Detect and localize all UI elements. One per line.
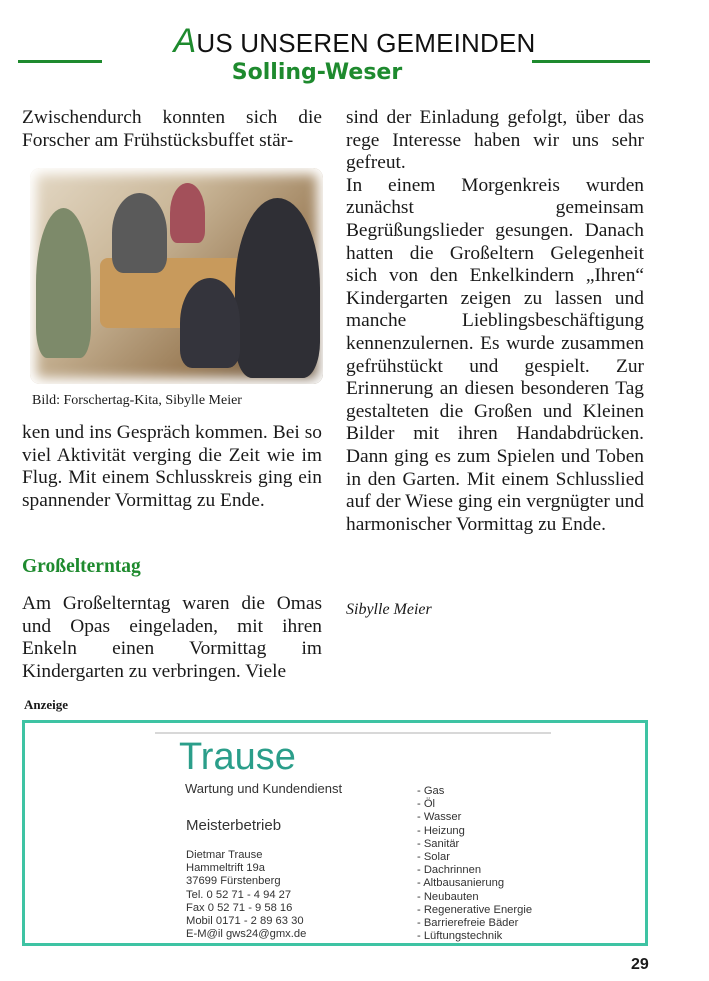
ad-service-item: - Altbausanierung <box>417 877 505 890</box>
ad-service-item: - Öl <box>417 798 436 811</box>
photo-figure <box>112 193 167 273</box>
ad-contact-line: Dietmar Trause <box>186 849 263 861</box>
page-number: 29 <box>631 956 649 973</box>
continuation-text: ken und ins Gespräch kommen. Bei so viel Aktivität verging die Zeit wie im Flug. Mit einem Schlusskreis ging ein spannender Vormittag zu Ende. <box>22 422 322 511</box>
ad-contact-line: E-M@il gws24@gmx.de <box>186 928 307 941</box>
ad-service-item: - Wasser <box>417 811 462 824</box>
photo-figure <box>36 208 91 358</box>
ad-contact <box>186 849 306 941</box>
ad-tagline: Wartung und Kundendienst <box>185 781 343 796</box>
intro-text: Zwischendurch konnten sich die Forscher am Frühstücksbuffet stär- <box>22 107 322 151</box>
photo-figure <box>235 198 320 378</box>
right-column <box>346 107 644 536</box>
ad-service-item: - Gas <box>417 785 445 797</box>
ad-contact-line: Hammeltrift 19a <box>186 862 265 875</box>
page-subtitle: Solling-Weser <box>231 60 403 85</box>
ad-label: Anzeige <box>24 697 69 712</box>
photo-caption: Bild: Forschertag-Kita, Sibylle Meier <box>32 393 242 408</box>
right-para-1: sind der Einladung gefolgt, über das rege Interesse haben wir uns sehr gefreut. <box>346 107 644 174</box>
ad-contact-line: 37699 Fürstenberg <box>186 875 281 888</box>
ad-contact-line: Tel. 0 52 71 - 4 94 27 <box>186 888 292 901</box>
article-photo <box>30 168 323 384</box>
ad-content <box>155 732 551 943</box>
ad-service-item: - Regenerative Energie <box>417 903 533 916</box>
title-rest: US UNSEREN GEMEINDEN <box>196 28 536 58</box>
left-grosselterntag <box>22 593 322 683</box>
ad-service-item: - Heizung <box>417 824 465 837</box>
ad-services <box>417 785 532 943</box>
ad-brand: Trause <box>179 736 296 778</box>
grosselterntag-text: Am Großelterntag waren die Omas und Opas eingeladen, mit ihren Enkeln einen Vormittag im Kindergarten zu verbringen. Viele <box>22 593 322 682</box>
ad-service-item: - Dachrinnen <box>417 864 482 877</box>
title-initial: A <box>173 22 197 60</box>
photo-figure <box>170 183 205 243</box>
left-continuation <box>22 422 322 512</box>
ad-service-item: - Neubauten <box>417 890 479 903</box>
ad-service-item: - Lüftungstechnik <box>417 930 503 943</box>
section-heading: Großelterntag <box>22 556 141 577</box>
page-title <box>0 22 709 61</box>
ad-top-rule <box>155 732 551 734</box>
photo-figure <box>180 278 240 368</box>
ad-service-item: - Solar <box>417 851 450 864</box>
ad-service-item: - Sanitär <box>417 837 460 850</box>
right-para-2: In einem Morgenkreis wurden zunächst gemeinsam Begrüßungslieder gesungen. Danach hatten die Großeltern Gelegenheit sich von den Enkelkindern „Ihren“ Kindergarten zeigen zu lassen und manche Lieblingsbeschäftigung kennenzulernen. Es wurde zusammen gefrühstückt und gespielt. Zur Erinnerung an diesen besonderen Tag gestalteten die Großen und Kleinen Bilder mit ihren Handabdrücken. Dann ging es zum Spielen und Toben in den Garten. Mit einem Schlusslied auf der Wiese ging ein vergnügter und harmonischer Vormittag zu Ende. <box>346 174 644 535</box>
author-signature: Sibylle Meier <box>346 601 432 618</box>
ad-contact-line: Mobil 0171 - 2 89 63 30 <box>186 915 304 928</box>
advertisement <box>22 720 648 946</box>
ad-service-item: - Barrierefreie Bäder <box>417 917 519 930</box>
ad-master: Meisterbetrieb <box>186 817 282 834</box>
left-intro <box>22 107 322 152</box>
ad-contact-line: Fax 0 52 71 - 9 58 16 <box>186 901 293 914</box>
